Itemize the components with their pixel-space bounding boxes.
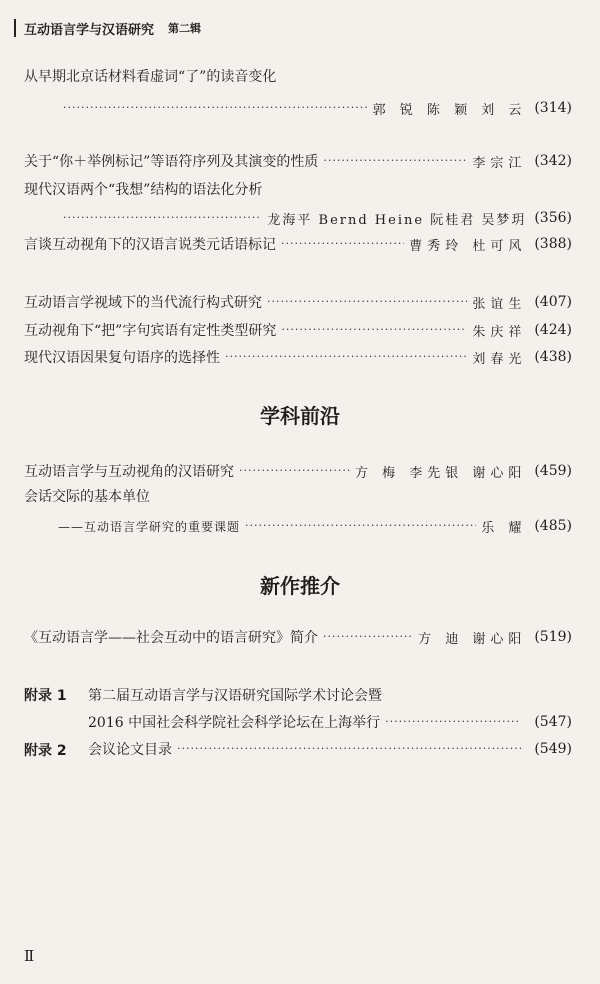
appendix-title[interactable]: 第二届互动语言学与汉语研究国际学术讨论会暨 xyxy=(88,688,382,704)
appendix-entry[interactable] xyxy=(88,738,572,760)
section-heading: 新作推介 xyxy=(260,574,340,598)
toc-entry-page: (485) xyxy=(534,518,572,534)
toc-entry-title: 互动语言学与互动视角的汉语研究 xyxy=(24,464,234,480)
dot-leader xyxy=(323,629,413,645)
book-title: 互动语言学与汉语研究 xyxy=(24,22,155,38)
appendix-title-line2: 2016 中国社会科学院社会科学论坛在上海举行 xyxy=(88,715,381,731)
toc-entry-authors: 龙海平 Bernd Heine 阮桂君 吴梦玥 xyxy=(267,212,527,228)
dot-leader xyxy=(267,294,467,310)
toc-entry-leader xyxy=(58,207,572,229)
appendix-title: 会议论文目录 xyxy=(88,742,172,758)
toc-entry-page: (314) xyxy=(534,100,572,116)
section-heading: 学科前沿 xyxy=(260,404,340,428)
dot-leader xyxy=(177,741,521,757)
toc-entry-authors: 郭 锐 陈 颖 刘 云 xyxy=(372,102,527,118)
toc-entry-title: 互动视角下“把”字句宾语有定性类型研究 xyxy=(24,323,277,339)
header-rule xyxy=(14,19,16,37)
toc-entry-page: (424) xyxy=(534,322,572,338)
toc-entry[interactable] xyxy=(24,626,572,648)
toc-entry[interactable] xyxy=(24,346,572,368)
page-number: Ⅱ xyxy=(24,947,35,965)
toc-entry[interactable] xyxy=(24,460,572,482)
toc-entry-title: 关于“你＋举例标记”等语符序列及其演变的性质 xyxy=(24,154,319,170)
toc-entry-title[interactable]: 会话交际的基本单位 xyxy=(24,489,150,505)
toc-entry[interactable] xyxy=(24,150,572,172)
toc-entry-title: 言谈互动视角下的汉语言说类元话语标记 xyxy=(24,237,276,253)
toc-entry-page: (519) xyxy=(534,629,572,645)
toc-entry-page: (342) xyxy=(534,153,572,169)
dot-leader xyxy=(63,100,368,116)
dot-leader xyxy=(385,714,521,730)
dot-leader xyxy=(225,349,467,365)
dot-leader xyxy=(245,518,476,534)
toc-entry-authors: 方 梅 李先银 谢心阳 xyxy=(354,465,527,481)
toc-entry-title[interactable]: 现代汉语两个“我想”结构的语法化分析 xyxy=(24,182,263,198)
dot-leader xyxy=(63,210,262,226)
toc-entry-subtitle: ——互动语言学研究的重要课题 xyxy=(58,519,241,534)
toc-entry-page: (438) xyxy=(534,349,572,365)
toc-entry[interactable] xyxy=(24,233,572,255)
toc-entry-page: (388) xyxy=(534,236,572,252)
toc-entry-authors: 张谊生 xyxy=(472,296,527,312)
toc-entry-page: (356) xyxy=(534,210,572,226)
toc-entry-authors: 乐 耀 xyxy=(481,520,527,536)
toc-entry-leader xyxy=(58,97,572,119)
toc-entry-page: (459) xyxy=(534,463,572,479)
appendix-label: 附录 1 xyxy=(24,688,67,704)
toc-entry[interactable] xyxy=(24,319,572,341)
appendix-page: (549) xyxy=(534,741,572,757)
toc-entry-title: 现代汉语因果复句语序的选择性 xyxy=(24,350,220,366)
toc-entry-authors: 朱庆祥 xyxy=(472,324,527,340)
issue-label: 第二辑 xyxy=(168,22,202,35)
toc-entry-authors: 曹秀玲 杜可风 xyxy=(409,238,527,254)
toc-entry-title: 互动语言学视域下的当代流行构式研究 xyxy=(24,295,262,311)
toc-entry-page: (407) xyxy=(534,294,572,310)
running-header xyxy=(14,17,201,39)
toc-entry-authors: 李宗江 xyxy=(472,155,527,171)
dot-leader xyxy=(239,463,350,479)
toc-entry-leader xyxy=(58,515,572,537)
toc-entry-authors: 方 迪 谢心阳 xyxy=(418,631,527,647)
appendix-leader xyxy=(88,711,572,733)
toc-entry-title[interactable]: 从早期北京话材料看虚词“了”的读音变化 xyxy=(24,69,277,85)
appendix-label: 附录 2 xyxy=(24,743,67,759)
appendix-page: (547) xyxy=(534,714,572,730)
dot-leader xyxy=(281,322,467,338)
toc-entry[interactable] xyxy=(24,291,572,313)
toc-entry-title: 《互动语言学——社会互动中的语言研究》简介 xyxy=(24,630,318,646)
toc-entry-authors: 刘春光 xyxy=(472,351,527,367)
dot-leader xyxy=(281,236,404,252)
dot-leader xyxy=(323,153,467,169)
